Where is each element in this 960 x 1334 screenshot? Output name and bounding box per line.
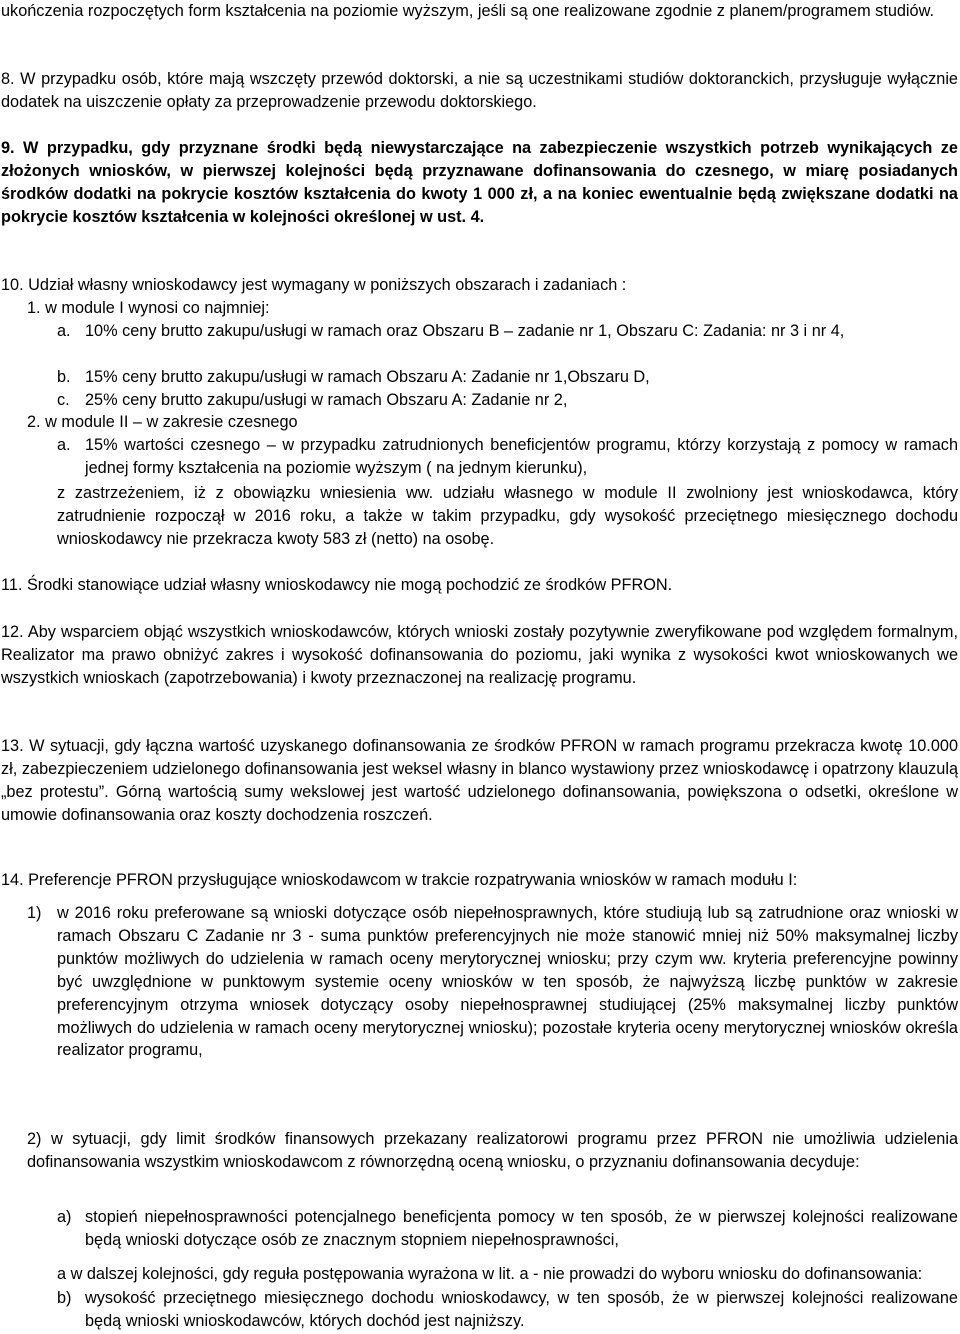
paragraph-10-1a: 10% ceny brutto zakupu/usługi w ramach oraz Obszaru B – zadanie nr 1, Obszaru C: Zadania: nr 3 i nr 4, bbox=[85, 322, 845, 340]
paragraph-14-2: 2) w sytuacji, gdy limit środków finansowych przekazany realizatorowi programu przez PFRON nie umożliwia udzielenia dofinansowania wszystkim wnioskodawcom z równorzędną oceną wniosku, o przyznaniu dofinansowania decyduje: bbox=[27, 1130, 958, 1171]
paragraph-10-item-1: 1. w module I wynosi co najmniej: bbox=[27, 299, 270, 317]
paragraph-14-2a-label: a) bbox=[57, 1208, 72, 1226]
paragraph-12: 12. Aby wsparciem objąć wszystkich wnioskodawców, których wnioski zostały pozytywnie zweryfikowane pod względem formalnym, Realizator ma prawo obniżyć zakres i wysokość dofinansowania do poziomu, jaki wynika z wysokości kwot wnioskowanych we wszystkich wnioskach (zapotrzebowania) i kwoty przeznaczonej na realizację programu. bbox=[1, 623, 958, 687]
paragraph-14-1-label: 1) bbox=[27, 904, 42, 922]
paragraph-10: 10. Udział własny wnioskodawcy jest wymagany w poniższych obszarach i zadaniach : bbox=[1, 276, 627, 294]
paragraph-10-1c-label: c. bbox=[57, 391, 70, 409]
paragraph-13: 13. W sytuacji, gdy łączna wartość uzyskanego dofinansowania ze środków PFRON w ramach programu przekracza kwotę 10.000 zł, zabezpieczeniem udzielonego dofinansowania jest weksel własny in blanco wystawiony przez wnioskodawcę i opatrzony klauzulą „bez protestu”. Górną wartością sumy wekslowej jest wartość udzielonego dofinansowania, powiększona o odsetki, określone w umowie dofinansowania oraz koszty dochodzenia roszczeń. bbox=[1, 737, 958, 824]
paragraph-14-2a-note: a w dalszej kolejności, gdy reguła postępowania wyrażona w lit. a - nie prowadzi do wyboru wniosku do dofinansowania: bbox=[57, 1265, 923, 1283]
paragraph-11: 11. Środki stanowiące udział własny wnioskodawcy nie mogą pochodzić ze środków PFRON. bbox=[1, 576, 673, 594]
paragraph-10-1c: 25% ceny brutto zakupu/usługi w ramach Obszaru A: Zadanie nr 2, bbox=[85, 391, 568, 409]
paragraph-10-1b-label: b. bbox=[57, 368, 71, 386]
paragraph-14-2b-label: b) bbox=[57, 1289, 72, 1307]
paragraph-10-2a: 15% wartości czesnego – w przypadku zatrudnionych beneficjentów programu, którzy korzystają z pomocy w ramach jednej formy kształcenia na poziomie wyższym ( na jednym kierunku), bbox=[85, 436, 958, 477]
paragraph-10-2a-label: a. bbox=[57, 436, 71, 454]
paragraph-14: 14. Preferencje PFRON przysługujące wnioskodawcom w trakcie rozpatrywania wniosków w ramach modułu I: bbox=[1, 871, 798, 889]
paragraph-14-2b: wysokość przeciętnego miesięcznego dochodu wnioskodawcy, w ten sposób, że w pierwszej kolejności realizowane będą wnioski wnioskodawców, których dochód jest najniższy. bbox=[85, 1289, 958, 1330]
paragraph-continuation: ukończenia rozpoczętych form kształcenia na poziomie wyższym, jeśli są one realizowane zgodnie z planem/programem studiów. bbox=[1, 2, 934, 20]
paragraph-10-1b: 15% ceny brutto zakupu/usługi w ramach Obszaru A: Zadanie nr 1,Obszaru D, bbox=[85, 368, 650, 386]
paragraph-14-1: w 2016 roku preferowane są wnioski dotyczące osób niepełnosprawnych, które studiują lub są zatrudnione oraz wnioski w ramach Obszaru C Zadanie nr 3 - suma punktów preferencyjnych nie może stanowić mniej niż 50% maksymalnej liczby punktów możliwych do udzielenia w ramach oceny merytorycznej wniosku; przy czym ww. kryteria preferencyjne powinny być uwzględnione w punktowym systemie oceny wniosków w ten sposób, że najwyższą liczbę punktów w zakresie preferencyjnym otrzyma wniosek dotyczący osoby niepełnosprawnej studiującej (25% maksymalnej liczby punktów możliwych do udzielenia w ramach oceny merytorycznej wniosku); pozostałe kryteria oceny merytorycznej wniosków określa realizator programu, bbox=[57, 904, 958, 1060]
paragraph-9: 9. W przypadku, gdy przyznane środki będą niewystarczające na zabezpieczenie wszystkich potrzeb wynikających ze złożonych wniosków, w pierwszej kolejności będą przyznawane dofinansowania do czesnego, w miarę posiadanych środków dodatki na pokrycie kosztów kształcenia do kwoty 1 000 zł, a na koniec ewentualnie będą zwiększane dodatki na pokrycie kosztów kształcenia w kolejności określonej w ust. 4. bbox=[1, 139, 958, 226]
paragraph-10-1a-label: a. bbox=[57, 322, 71, 340]
paragraph-8: 8. W przypadku osób, które mają wszczęty przewód doktorski, a nie są uczestnikami studiów doktoranckich, przysługuje wyłącznie dodatek na uiszczenie opłaty za przeprowadzenie przewodu doktorskiego. bbox=[1, 70, 958, 111]
paragraph-10-item-2: 2. w module II – w zakresie czesnego bbox=[27, 413, 298, 431]
paragraph-14-2a: stopień niepełnosprawności potencjalnego beneficjenta pomocy w ten sposób, że w pierwszej kolejności realizowane będą wnioski dotyczące osób ze znacznym stopniem niepełnosprawności, bbox=[85, 1208, 958, 1249]
paragraph-10-note: z zastrzeżeniem, iż z obowiązku wniesienia ww. udziału własnego w module II zwolniony jest wnioskodawca, który zatrudnienie rozpoczął w 2016 roku, a także w takim przypadku, gdy wysokość przeciętnego miesięcznego dochodu wnioskodawcy nie przekracza kwoty 583 zł (netto) na osobę. bbox=[57, 484, 958, 548]
